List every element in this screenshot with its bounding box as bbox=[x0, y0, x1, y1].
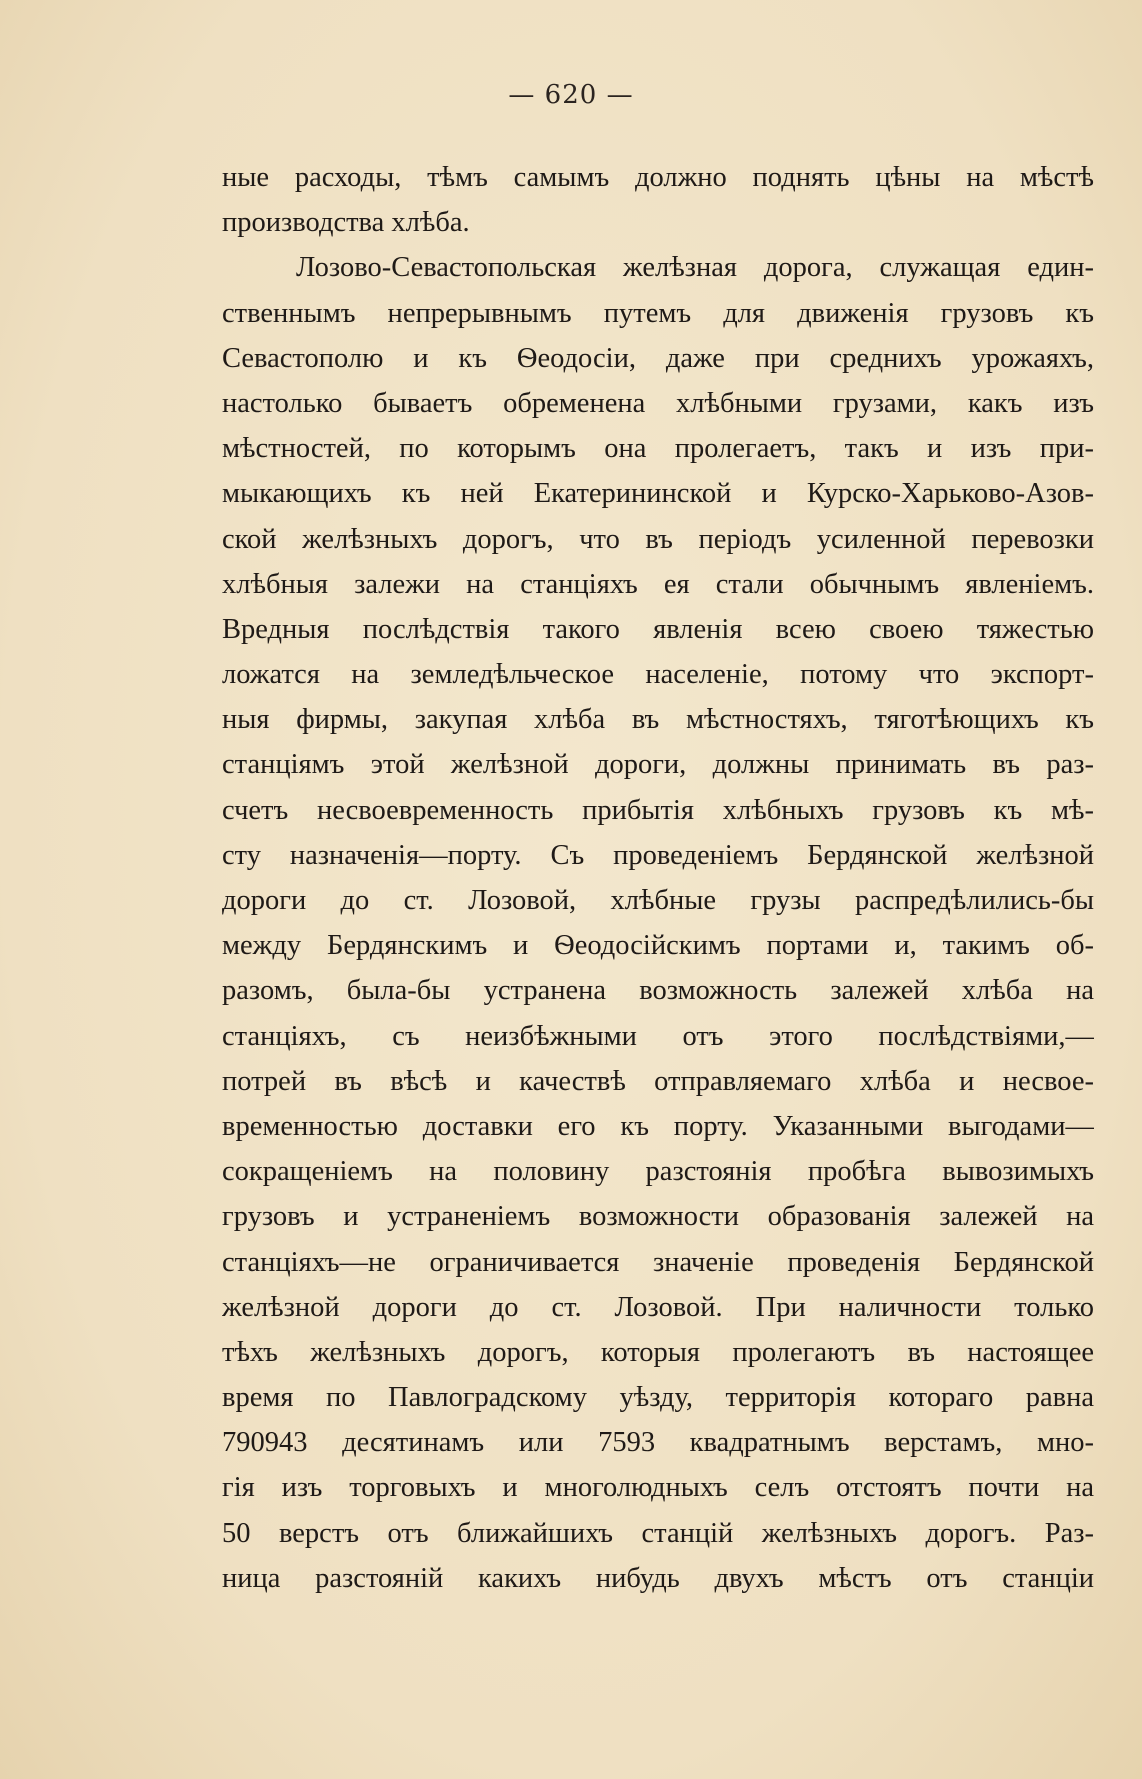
text-line: сокращеніемъ на половину разстоянія пробѣга вывозимыхъ bbox=[222, 1156, 1094, 1188]
text-line: ственнымъ непрерывнымъ путемъ для движенія грузовъ къ bbox=[222, 297, 1094, 329]
text-line: сту назначенія—порту. Съ проведеніемъ Бердянской желѣзной bbox=[222, 839, 1094, 871]
text-line: ные расходы, тѣмъ самымъ должно поднять цѣны на мѣстѣ bbox=[222, 162, 1094, 193]
text-line: временностью доставки его къ порту. Указанными выгодами— bbox=[222, 1110, 1094, 1142]
text-line: ской желѣзныхъ дорогъ, что въ періодъ усиленной перевозки bbox=[222, 523, 1094, 555]
text-line: дороги до ст. Лозовой, хлѣбные грузы распредѣлились-бы bbox=[222, 885, 1094, 916]
page-number: — 620 — bbox=[508, 80, 634, 110]
text-line: разомъ, была-бы устранена возможность залежей хлѣба на bbox=[222, 975, 1094, 1007]
text-line: гія изъ торговыхъ и многолюдныхъ селъ отстоятъ почти на bbox=[222, 1472, 1094, 1504]
text-line: счетъ несвоевременность прибытія хлѣбныхъ грузовъ къ мѣ- bbox=[222, 794, 1094, 826]
body-text bbox=[222, 155, 1094, 1601]
text-line: мыкающихъ къ ней Екатерининской и Курско-Харьково-Азов- bbox=[222, 478, 1094, 510]
text-line: время по Павлоградскому уѣзду, территорія котораго равна bbox=[222, 1382, 1094, 1414]
text-line: между Бердянскимъ и Ѳеодосійскимъ портами и, такимъ об- bbox=[222, 930, 1094, 962]
text-line: ница разстояній какихъ нибудь двухъ мѣстъ отъ станціи bbox=[222, 1562, 1094, 1594]
text-line: Вредныя послѣдствія такого явленія всею своею тяжестью bbox=[222, 613, 1094, 645]
text-line: мѣстностей, по которымъ она пролегаетъ, такъ и изъ при- bbox=[222, 433, 1094, 465]
text-line: настолько бываетъ обременена хлѣбными грузами, какъ изъ bbox=[222, 387, 1094, 419]
text-line: желѣзной дороги до ст. Лозовой. При наличности только bbox=[222, 1291, 1094, 1323]
text-line: потрей въ вѣсѣ и качествѣ отправляемаго хлѣба и несвое- bbox=[222, 1065, 1094, 1097]
text-line: грузовъ и устраненіемъ возможности образованія залежей на bbox=[222, 1201, 1094, 1233]
text-line: станціямъ этой желѣзной дороги, должны принимать въ раз- bbox=[222, 749, 1094, 781]
text-line: тѣхъ желѣзныхъ дорогъ, которыя пролегаютъ въ настоящее bbox=[222, 1336, 1094, 1368]
text-line: станціяхъ, съ неизбѣжными отъ этого послѣдствіями,— bbox=[222, 1020, 1094, 1052]
text-line: ложатся на земледѣльческое населеніе, потому что экспорт- bbox=[222, 659, 1094, 691]
text-line: 790943 десятинамъ или 7593 квадратнымъ верстамъ, мно- bbox=[222, 1427, 1094, 1459]
text-line: производства хлѣба. bbox=[222, 207, 470, 239]
text-line: хлѣбныя залежи на станціяхъ ея стали обычнымъ явленіемъ. bbox=[222, 568, 1094, 600]
text-line: Лозово-Севастопольская желѣзная дорога, служащая един- bbox=[296, 252, 1094, 284]
text-line: 50 верстъ отъ ближайшихъ станцій желѣзныхъ дорогъ. Раз- bbox=[222, 1517, 1094, 1549]
text-line: станціяхъ—не ограничивается значеніе проведенія Бердянской bbox=[222, 1246, 1094, 1278]
text-line: Севастополю и къ Ѳеодосіи, даже при среднихъ урожаяхъ, bbox=[222, 342, 1094, 374]
text-line: ныя фирмы, закупая хлѣба въ мѣстностяхъ, тяготѣющихъ къ bbox=[222, 704, 1094, 736]
